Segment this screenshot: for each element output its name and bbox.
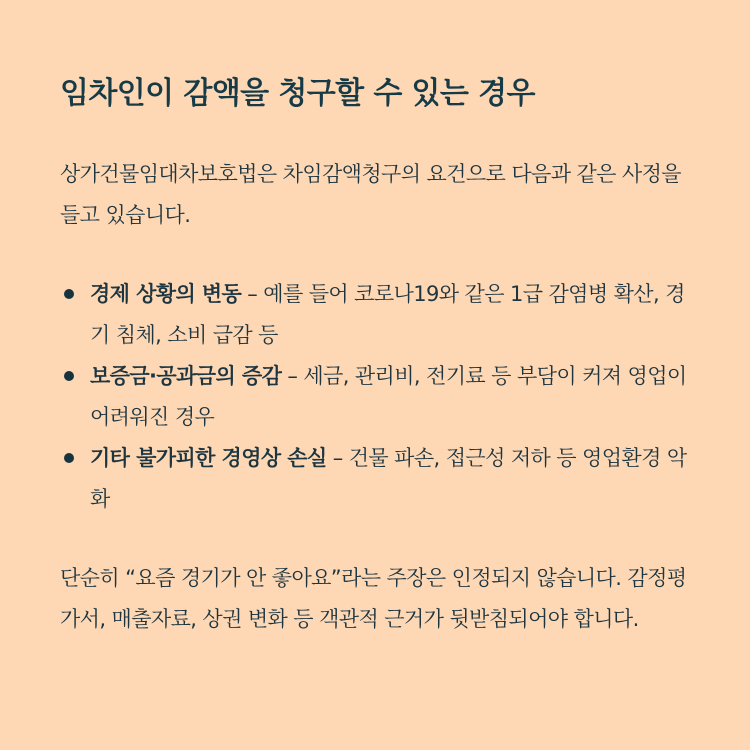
condition-term: 보증금·공과금의 증감: [90, 364, 282, 388]
bullet-icon: [64, 453, 74, 463]
condition-term: 경제 상황의 변동: [90, 282, 242, 306]
list-item: [60, 438, 690, 520]
list-item: [60, 356, 690, 438]
conditions-list: [60, 274, 690, 520]
page-title: 임차인이 감액을 청구할 수 있는 경우: [60, 76, 535, 111]
condition-description: – 세금, 관리비, 전기료 등 부담이 커져 영업이 어려워진 경우: [90, 364, 687, 429]
condition-description: – 건물 파손, 접근성 저하 등 영업환경 악화: [90, 446, 687, 511]
list-item: [60, 274, 690, 356]
bullet-icon: [64, 289, 74, 299]
bullet-icon: [64, 371, 74, 381]
conclusion-paragraph: 단순히 “요즘 경기가 안 좋아요”라는 주장은 인정되지 않습니다. 감정평가서, 매출자료, 상권 변화 등 객관적 근거가 뒷받침되어야 합니다.: [60, 566, 687, 631]
intro-paragraph: 상가건물임대차보호법은 차임감액청구의 요건으로 다음과 같은 사정을 들고 있습니다.: [60, 162, 681, 227]
condition-description: – 예를 들어 코로나19와 같은 1급 감염병 확산, 경기 침체, 소비 급감 등: [90, 282, 685, 347]
condition-term: 기타 불가피한 경영상 손실: [90, 446, 327, 470]
